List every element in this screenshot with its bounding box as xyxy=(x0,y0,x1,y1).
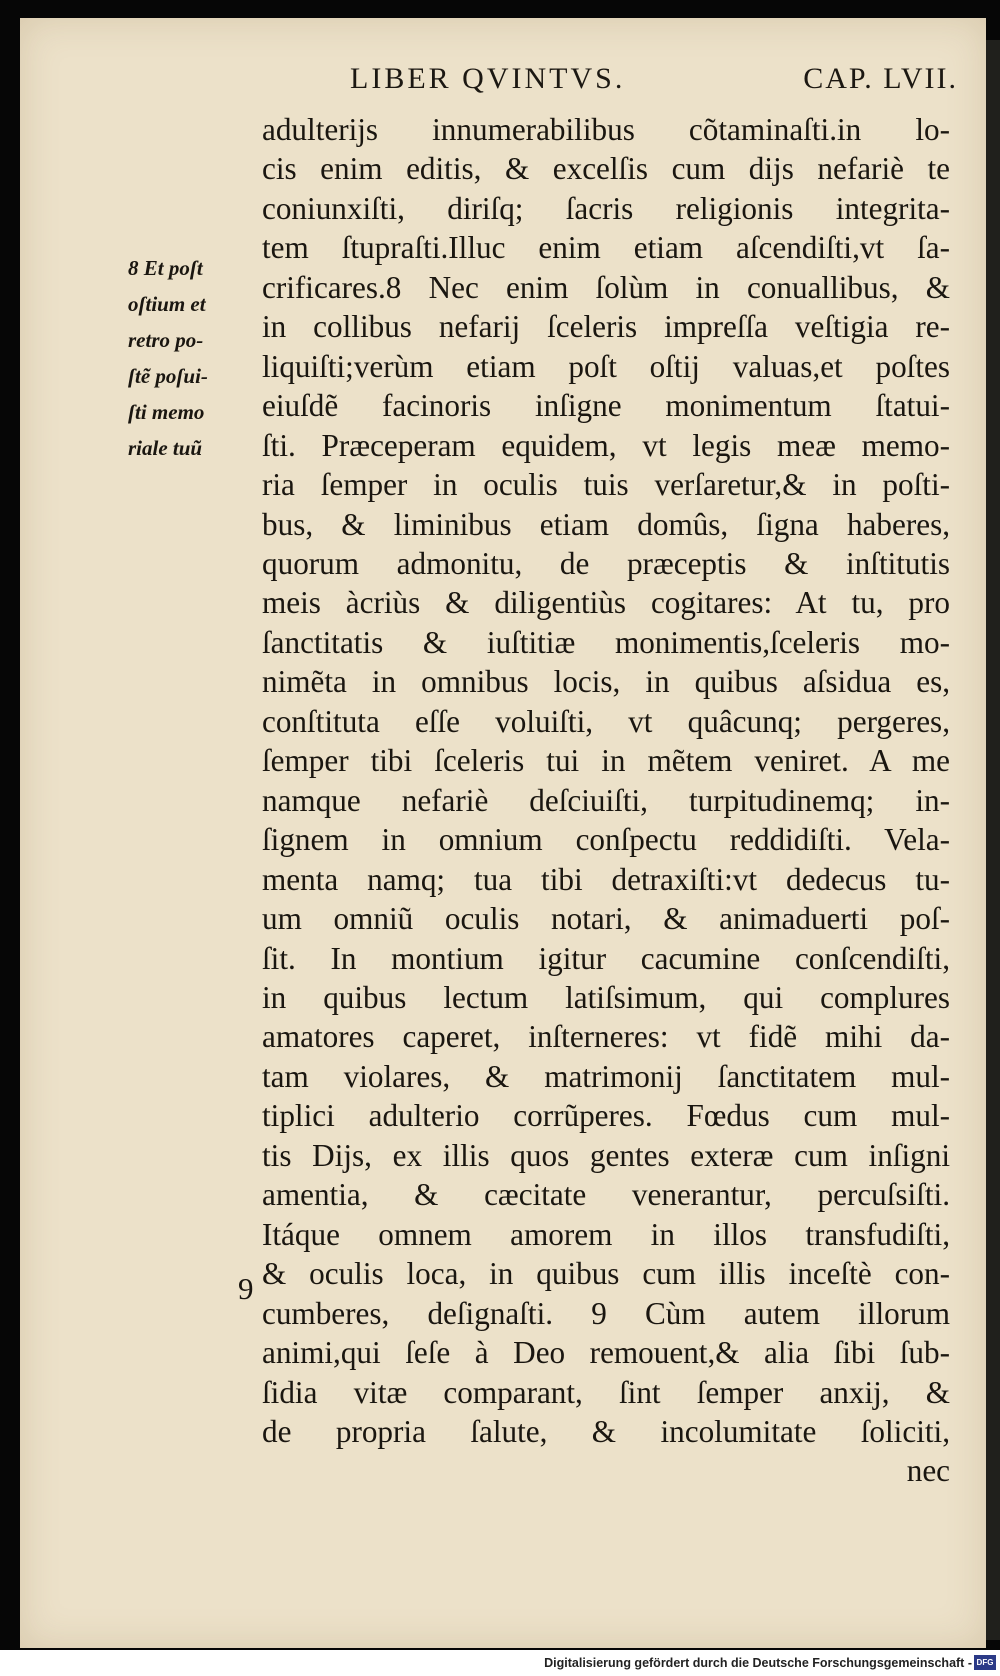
text-line: ſanctitatis & iuſtitiæ monimentis,ſceleris mo- xyxy=(262,624,950,660)
margin-note-line: 8 Et poſt xyxy=(128,256,203,280)
text-line: quorum admonitu, de præceptis & inſtitutis xyxy=(262,545,950,581)
text-line: tiplici adulterio corrũperes. Fœdus cum mul- xyxy=(262,1098,950,1134)
verse-number: 9 xyxy=(238,1271,254,1306)
text-line: ſit. In montium igitur cacumine conſcendiſti, xyxy=(262,940,950,976)
text-line: namque nefariè deſciuiſti, turpitudinemq; in- xyxy=(262,782,950,818)
dfg-logo: DFG xyxy=(974,1655,996,1670)
header-chapter: CAP. LVII. xyxy=(803,62,958,95)
footer-credit: Digitalisierung gefördert durch die Deutsche Forschungsgemeinschaft - xyxy=(544,1656,972,1670)
text-line: ria ſemper in oculis tuis verſaretur,& in poſti- xyxy=(262,467,950,503)
text-line: amatores caperet, inſterneres: vt fidẽ mihi da- xyxy=(262,1019,950,1055)
margin-note-line: oſtium et xyxy=(128,292,206,316)
text-line: nimẽta in omnibus locis, in quibus aſsidua es, xyxy=(262,664,950,700)
text-line: in quibus lectum latiſsimum, qui complures xyxy=(262,979,950,1015)
text-line: ſignem in omnium conſpectu reddidiſti. Vela- xyxy=(262,822,950,858)
text-line: tam violares, & matrimonij ſanctitatem mul- xyxy=(262,1058,950,1094)
margin-note-line: ſti memo xyxy=(128,400,205,424)
text-line: conſtituta eſſe voluiſti, vt quâcunq; pergeres, xyxy=(262,703,950,739)
text-line: coniunxiſti, diriſq; ſacris religionis integrita- xyxy=(262,190,950,226)
body-text xyxy=(262,110,950,1491)
text-line: amentia, & cæcitate venerantur, percuſsiſti. xyxy=(262,1177,950,1213)
margin-note-line: retro po- xyxy=(128,328,204,352)
text-line: tem ſtupraſti.Illuc enim etiam aſcendiſti,vt ſa- xyxy=(262,230,950,266)
text-line: tis Dijs, ex illis quos gentes exteræ cum inſigni xyxy=(262,1137,950,1173)
text-line: um omniũ oculis notari, & animaduerti poſ- xyxy=(262,901,950,937)
text-line: animi,qui ſeſe à Deo remouent,& alia ſibi ſub- xyxy=(262,1335,950,1371)
text-line: ſti. Præceperam equidem, vt legis meæ memo- xyxy=(262,427,950,463)
text-line: adulterijs innumerabilibus cõtaminaſti.in lo- xyxy=(262,112,950,147)
running-header xyxy=(350,62,958,102)
text-line: Itáque omnem amorem in illos transfudiſti, xyxy=(262,1216,950,1252)
text-line: crificares.8 Nec enim ſolùm in conuallibus, & xyxy=(262,269,950,305)
text-line: cis enim editis, & excelſis cum dijs nefariè te xyxy=(262,151,950,187)
page-edge xyxy=(986,40,1000,1640)
footer-bar xyxy=(0,1652,1000,1676)
margin-note-line: ſtẽ poſui- xyxy=(128,364,208,388)
text-line: cumberes, deſignaſti. 9 Cùm autem illorum xyxy=(262,1295,950,1331)
text-line: liquiſti;verùm etiam poſt oſtij valuas,et poſtes xyxy=(262,348,950,384)
text-line: menta namq; tua tibi detraxiſti:vt dedecus tu- xyxy=(262,861,950,897)
text-line: eiuſdẽ facinoris inſigne monimentum ſtatui- xyxy=(262,388,950,424)
text-line: ſemper tibi ſceleris tui in mẽtem veniret. A me xyxy=(262,743,950,779)
text-line: meis àcriùs & diligentiùs cogitares: At tu, pro xyxy=(262,585,950,621)
margin-note-line: riale tuũ xyxy=(128,436,203,460)
text-line: nec xyxy=(906,1453,950,1489)
text-line: in collibus nefarij ſceleris impreſſa veſtigia re- xyxy=(262,309,950,345)
text-line: ſidia vitæ comparant, ſint ſemper anxij, & xyxy=(262,1374,950,1410)
margin-note xyxy=(128,250,260,466)
text-line: de propria ſalute, & incolumitate ſoliciti, xyxy=(262,1413,950,1449)
header-title: LIBER QVINTVS. xyxy=(350,62,626,95)
text-line: bus, & liminibus etiam domûs, ſigna haberes, xyxy=(262,506,950,542)
text-line: & oculis loca, in quibus cum illis inceſtè con- xyxy=(262,1256,950,1292)
